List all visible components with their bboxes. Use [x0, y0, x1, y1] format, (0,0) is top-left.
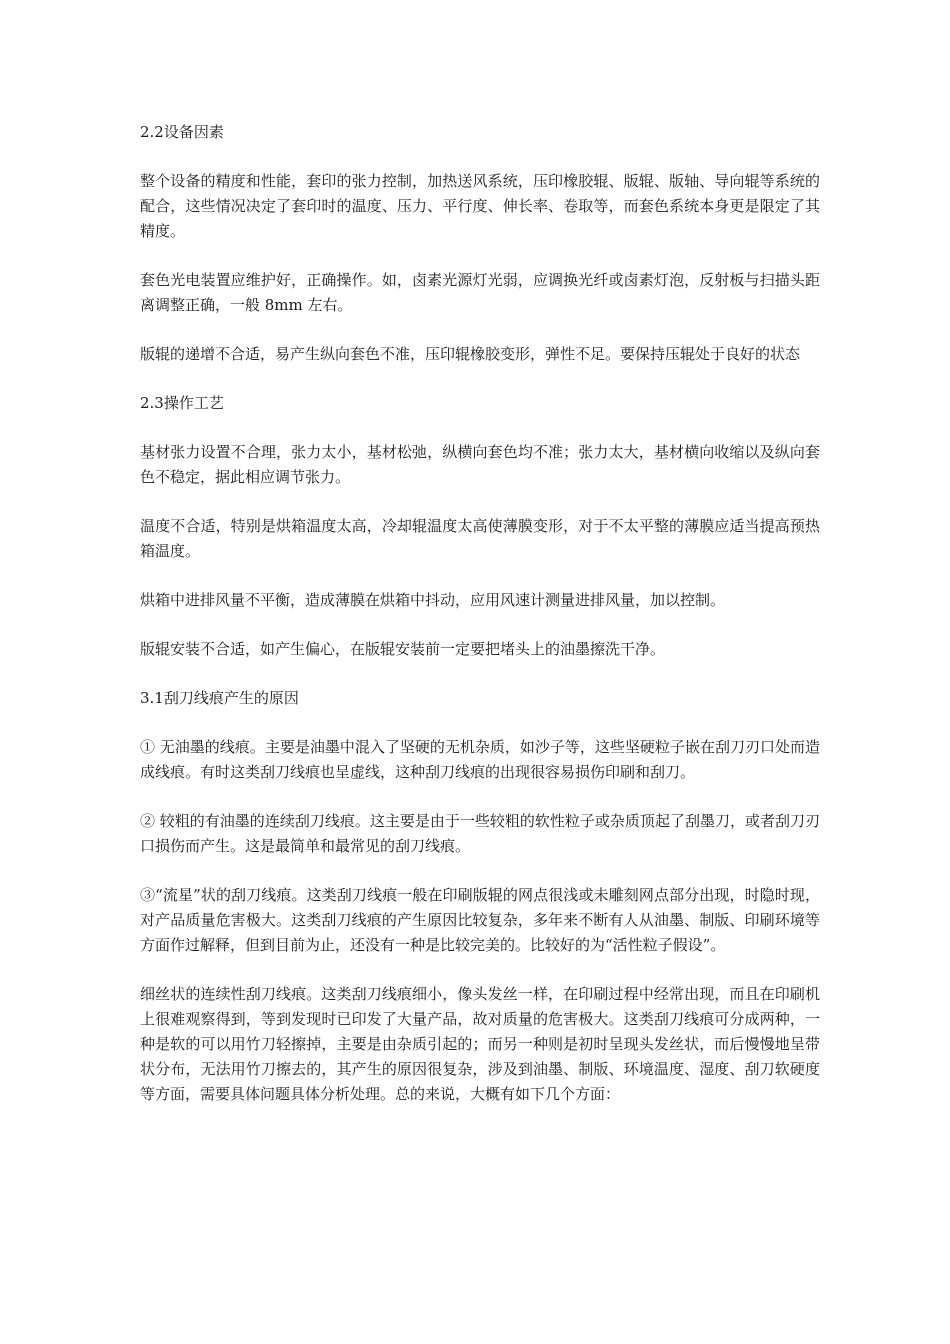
- document-page: [140, 120, 820, 1131]
- paragraph-photoelectric-device: 套色光电装置应维护好，正确操作。如，卤素光源灯光弱，应调换光纤或卤素灯泡，反射板与扫描头距离调整正确，一般 8mm 左右。: [140, 271, 820, 314]
- paragraph-plate-installation: 版辊安装不合适，如产生偏心，在版辊安装前一定要把堵头上的油墨擦洗干净。: [140, 640, 666, 658]
- paragraph-equipment-precision: 整个设备的精度和性能，套印的张力控制，加热送风系统，压印橡胶辊、版辊、版轴、导向辊等系统的配合，这些情况决定了套印时的温度、压力、平行度、伸长率、卷取等，而套色系统本身更是限定了其精度。: [140, 172, 820, 240]
- paragraph-meteor-lines: ③“流星”状的刮刀线痕。这类刮刀线痕一般在印刷版辊的网点很浅或未雕刻网点部分出现，时隐时现，对产品质量危害极大。这类刮刀线痕的产生原因比较复杂，多年来不断有人从油墨、制版、印刷环境等方面作过解释，但到目前为止，还没有一种是比较完美的。比较好的为“活性粒子假设”。: [140, 886, 820, 954]
- paragraph-temperature: 温度不合适，特别是烘箱温度太高，冷却辊温度太高使薄膜变形，对于不太平整的薄膜应适当提高预热箱温度。: [140, 517, 820, 560]
- section-heading-3-1: 3.1刮刀线痕产生的原因: [140, 689, 299, 707]
- section-heading-2-2: 2.2设备因素: [140, 123, 224, 141]
- paragraph-coarse-ink-lines: ② 较粗的有油墨的连续刮刀线痕。这主要是由于一些较粗的软性粒子或杂质顶起了刮墨刀，或者刮刀刃口损伤而产生。这是最简单和最常见的刮刀线痕。: [140, 812, 820, 855]
- paragraph-oven-airflow: 烘箱中进排风量不平衡，造成薄膜在烘箱中抖动，应用风速计测量进排风量，加以控制。: [140, 591, 726, 609]
- section-heading-2-3: 2.3操作工艺: [140, 394, 224, 412]
- paragraph-substrate-tension: 基材张力设置不合理，张力太小，基材松弛，纵横向套色均不准；张力太大，基材横向收缩以及纵向套色不稳定，据此相应调节张力。: [140, 443, 820, 486]
- paragraph-plate-roller: 版辊的递增不合适，易产生纵向套色不准，压印辊橡胶变形，弹性不足。要保持压辊处于良好的状态: [140, 345, 801, 363]
- paragraph-inkless-lines: ① 无油墨的线痕。主要是油墨中混入了坚硬的无机杂质，如沙子等，这些坚硬粒子嵌在刮刀刃口处而造成线痕。有时这类刮刀线痕也呈虚线，这种刮刀线痕的出现很容易损伤印刷和刮刀。: [140, 738, 820, 781]
- paragraph-fine-hair-lines: 细丝状的连续性刮刀线痕。这类刮刀线痕细小，像头发丝一样，在印刷过程中经常出现，而且在印刷机上很难观察得到，等到发现时已印发了大量产品，故对质量的危害极大。这类刮刀线痕可分成两种，一种是软的可以用竹刀轻擦掉，主要是由杂质引起的；而另一种则是初时呈现头发丝状，而后慢慢地呈带状分布，无法用竹刀擦去的，其产生的原因很复杂，涉及到油墨、制版、环境温度、湿度、刮刀软硬度等方面，需要具体问题具体分析处理。总的来说，大概有如下几个方面：: [140, 985, 820, 1103]
